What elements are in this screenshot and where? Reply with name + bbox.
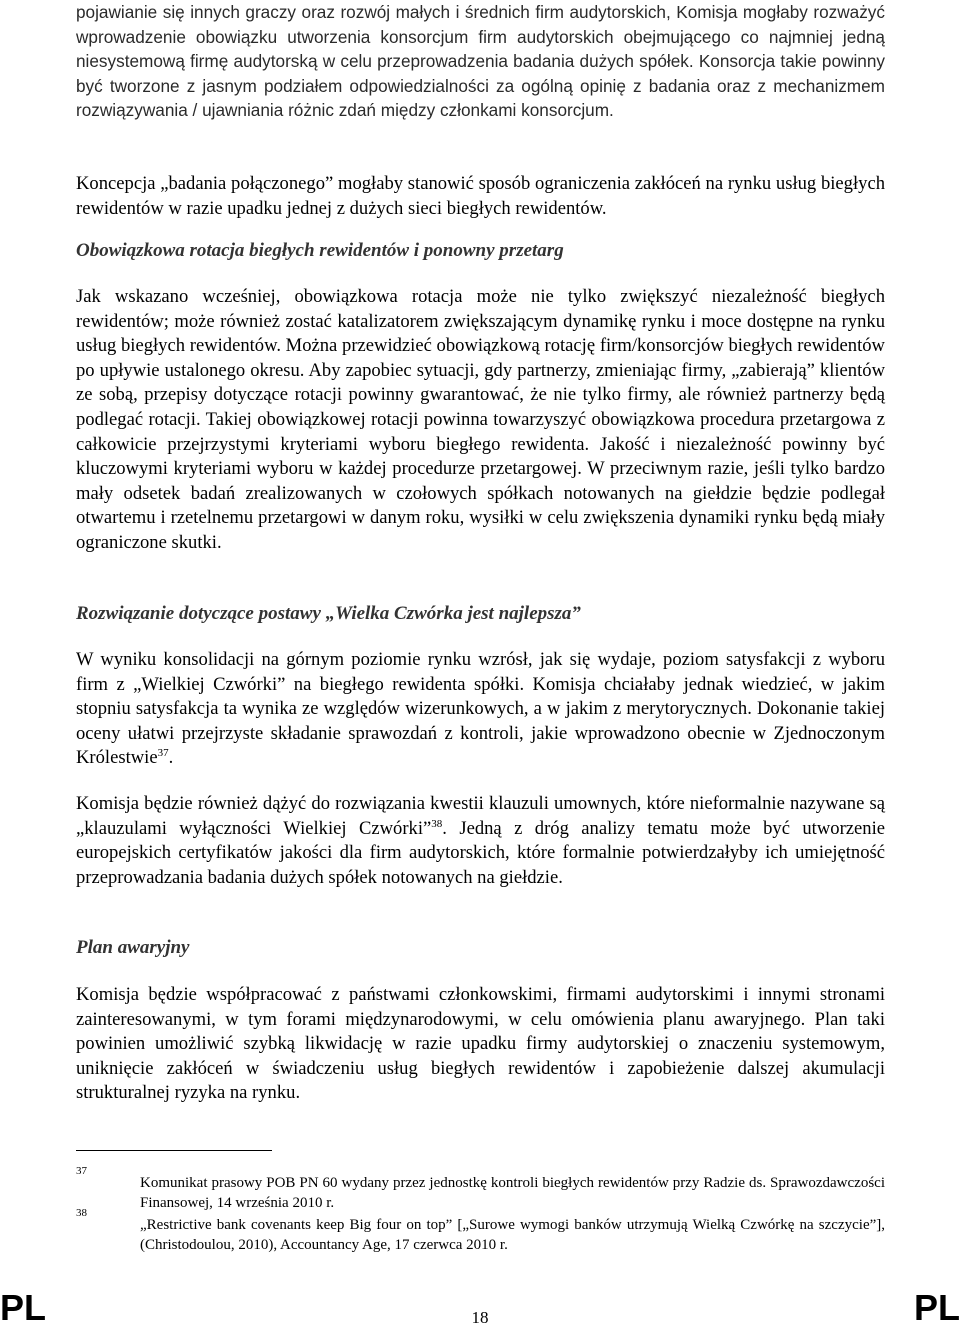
paragraph-consolidation — [76, 648, 885, 771]
footnote-ref-37[interactable]: 37 — [157, 747, 169, 760]
footnote-number: 37 — [76, 1165, 87, 1177]
paragraph-consolidation-end: . — [168, 747, 174, 769]
language-code-right: PL — [913, 1287, 960, 1328]
page-number: 18 — [471, 1308, 489, 1327]
paragraph-consortium-text: pojawianie się innych graczy oraz rozwój małych i średnich firm audytorskich, Komisja mogłaby rozważyć wprowadzenie obowiązku utworzenia konsorcjum firm audytorskich obejmującego co najmniej jedną niesystemową firmę audytorską w celu przeprowadzenia badania dużych spółek. Konsorcja takie powinny być tworzone z jasnym podziałem odpowiedzialności za ogólną opinię z badania oraz z mechanizmem rozwiązywania / ujawniania różnic zdań między członkami konsorcjum. — [76, 2, 885, 121]
footnote-ref-38[interactable]: 38 — [431, 817, 443, 830]
footnote-text: „Restrictive bank covenants keep Big four on top” [„Surowe wymogi banków utrzymują Wielką Czwórkę na szczycie”], (Christodoulou, 2010), Accountancy Age, 17 czerwca 2010 r. — [140, 1217, 885, 1253]
footnote-number: 38 — [76, 1207, 87, 1219]
heading-contingency-plan: Plan awaryjny — [76, 937, 190, 958]
paragraph-rotation-text: Jak wskazano wcześniej, obowiązkowa rotacja może nie tylko zwiększyć niezależność biegłych rewidentów; może również zostać katalizatorem zwiększającym dynamikę rynku i moce dostępne na rynku usług biegłych rewidentów. Można przewidzieć obowiązkową rotację firm/konsorcjów biegłych rewidentów po upływie ustalonego okresu. Aby zapobiec sytuacji, gdy partnerzy, zmieniając firmy, „zabierają” klientów ze sobą, przepisy dotyczące rotacji powinny gwarantować, że nie tylko firmy, ale również partnerzy będą podlegać rotacji. Takiej obowiązkowej rotacji powinna towarzyszyć obowiązkowa procedura przetargowa z całkowicie przejrzystymi kryteriami wyboru biegłego rewidenta. Jakość i niezależność powinny być kluczowymi kryteriami wyboru w każdej procedurze przetargowej. W przeciwnym razie, jeśli tylko bardzo mały odsetek badań zrealizowanych w czołowych spółkach notowanych na giełdzie będzie podlegał otwartemu i rzetelnemu przetargowi w danym roku, wysiłki w celu zwiększenia dynamiki rynku będą miały ograniczone skutki. — [76, 286, 885, 553]
footnote-separator — [76, 1150, 272, 1151]
paragraph-consortium — [76, 0, 885, 123]
footnote-text: Komunikat prasowy POB PN 60 wydany przez jednostkę kontroli biegłych rewidentów przy Radzie ds. Sprawozdawczości Finansowej, 14 września 2010 r. — [140, 1175, 885, 1211]
paragraph-clauses-text-b: . Jedną z dróg analizy tematu może być utworzenie europejskich certyfikatów jakości dla firm audytorskich, które formalnie potwierdzałyby ich umiejętność przeprowadzania badania dużych spółek notowanych na giełdzie. — [76, 817, 885, 888]
paragraph-consolidation-text: W wyniku konsolidacji na górnym poziomie rynku wzrósł, jak się wydaje, poziom satysfakcji z wyboru firm z „Wielkiej Czwórki” na biegłego rewidenta spółki. Komisja chciałaby jednak wiedzieć, w jakim stopniu satysfakcja ta wynika ze względów wizerunkowych, a w jakim z merytorycznych. Dokonanie takiej oceny ułatwi przejrzyste składanie sprawozdań z kontroli, jakie wprowadzono obecnie w Zjednoczonym Królestwie — [76, 649, 885, 769]
paragraph-joint-audit — [76, 172, 885, 221]
footnote-38 — [76, 1207, 885, 1255]
language-code-left: PL — [0, 1287, 47, 1328]
heading-big-four-attitude: Rozwiązanie dotyczące postawy „Wielka Czwórka jest najlepsza” — [76, 603, 581, 624]
paragraph-clauses — [76, 792, 885, 890]
paragraph-contingency-text: Komisja będzie współpracować z państwami członkowskimi, firmami audytorskimi i innymi stronami zainteresowanymi, w tym forami międzynarodowymi, w celu omówienia planu awaryjnego. Plan taki powinien umożliwić szybką likwidację w razie upadku firmy audytorskiej o znaczeniu systemowym, uniknięcie zakłóceń w świadczeniu usług biegłych rewidentów i zapobieżenie dalszej akumulacji strukturalnej ryzyka na rynku. — [76, 984, 885, 1104]
paragraph-contingency — [76, 983, 885, 1106]
paragraph-joint-audit-text: Koncepcja „badania połączonego” mogłaby stanowić sposób ograniczenia zakłóceń na rynku usług biegłych rewidentów w razie upadku jednej z dużych sieci biegłych rewidentów. — [76, 173, 885, 219]
heading-mandatory-rotation: Obowiązkowa rotacja biegłych rewidentów i ponowny przetarg — [76, 240, 564, 261]
footnote-37 — [76, 1165, 885, 1213]
paragraph-clauses-text-a: Komisja będzie również dążyć do rozwiązania kwestii klauzuli umownych, które nieformalnie nazywane są „klauzulami wyłączności Wielkiej Czwórki” — [76, 793, 885, 839]
paragraph-rotation — [76, 285, 885, 556]
